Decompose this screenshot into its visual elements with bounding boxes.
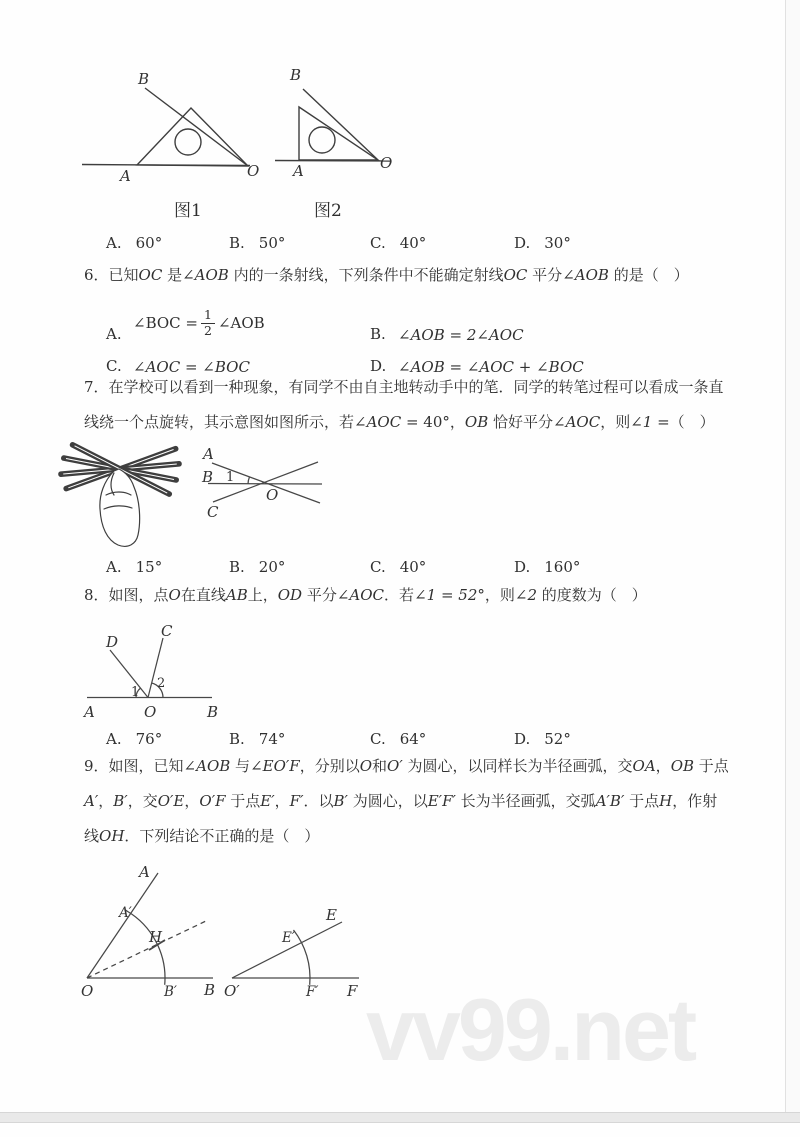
option-value: 52° (544, 730, 571, 748)
option-letter: D. (514, 234, 531, 252)
option-letter: B. (229, 234, 245, 252)
q8-stem: 8．如图，点O在直线AB上，OD 平分∠AOC．若∠1 = 52°，则∠2 的度数为（ ） (84, 586, 647, 604)
fig1-label-B: B (138, 70, 150, 88)
option-letter: B. (370, 325, 386, 343)
q9-label-A: A (139, 863, 150, 881)
q5-options-row (84, 230, 774, 256)
q8-label-A: A (84, 703, 95, 721)
page-separator (0, 1112, 800, 1123)
option-value: 50° (258, 234, 286, 252)
q9-stem: 9．如图，已知∠AOB 与∠EO′F，分别以O和O′ 为圆心，以同样长为半径画弧，交OA，OB 于点 A′，B′，交O′E，O′F 于点E′，F′．以B′ 为圆心，以E′F′ 长为半径画弧，交弧A′B′ 于点H，作射 线OH．下列结论不正确的是（ ） (84, 757, 729, 845)
q8-label-D: D (106, 633, 119, 651)
q8-label-O: O (144, 703, 157, 721)
q5-option-b (229, 230, 285, 256)
q8-label-angle1: 1 (131, 685, 140, 700)
option-value: 74° (258, 730, 286, 748)
option-value: 160° (544, 558, 581, 576)
q9-label-E: E (326, 906, 337, 924)
q6-option-a-expression: ∠BOC = $\frac{1}{2}$ ∠AOB (133, 307, 265, 338)
q7-label-A: A (203, 445, 214, 463)
fig2-label-B: B (290, 66, 302, 84)
option-value: 60° (135, 234, 163, 252)
option-letter: A. (106, 730, 122, 748)
option-value: 20° (258, 558, 286, 576)
option-letter: C. (370, 234, 386, 252)
option-letter: B. (229, 558, 245, 576)
q6-stem: 6．已知OC 是∠AOB 内的一条射线，下列条件中不能确定射线OC 平分∠AOB 的是（ ） (84, 266, 689, 284)
q9-label-F-prime: F′ (306, 984, 319, 1000)
q9-label-O: O (81, 982, 94, 1000)
q7-option-d (514, 554, 580, 580)
q8-figure (82, 620, 222, 720)
q7-stem: 7．在学校可以看到一种现象，有同学不由自主地转动手中的笔．同学的转笔过程可以看成一条直 线绕一个点旋转，其示意图如图所示，若∠AOC = 40°，OB 恰好平分∠AOC，则∠1 =（ ） (84, 378, 724, 431)
option-value: 64° (399, 730, 427, 748)
fig1-label-O: O (247, 162, 260, 180)
q6-option-b-expression: ∠AOB = 2∠AOC (398, 326, 524, 344)
fig1-caption: 图1 (174, 201, 202, 221)
q5-option-c (370, 230, 426, 256)
q7-option-b (229, 554, 285, 580)
fig2-label-A: A (293, 162, 304, 180)
q7-options-row (84, 554, 774, 580)
page-right-edge (785, 0, 800, 1112)
watermark: vv99.net (366, 980, 695, 1079)
q9-label-H: H (149, 928, 163, 946)
option-letter: B. (229, 730, 245, 748)
q5-option-d (514, 230, 571, 256)
option-value: 30° (544, 234, 571, 252)
q9-label-A-prime: A′ (119, 905, 132, 921)
option-letter: D. (514, 730, 531, 748)
option-letter: C. (370, 730, 386, 748)
q7-label-B: B (202, 468, 214, 486)
q9-label-F: F (347, 982, 358, 1000)
q5-figure-2 (268, 62, 396, 184)
option-letter: A. (106, 325, 122, 343)
q5-figure-1 (72, 62, 260, 185)
q8-label-B: B (207, 703, 219, 721)
q9-label-B: B (204, 981, 216, 999)
option-value: 40° (399, 234, 427, 252)
q7-label-C: C (207, 503, 219, 521)
q9-figure-right (222, 896, 372, 1006)
q8-label-angle2: 2 (157, 676, 166, 691)
q9-label-E-prime: E′ (282, 930, 295, 946)
q9-figure-left (75, 858, 240, 1003)
fig2-caption: 图2 (314, 201, 342, 221)
q7-option-a (106, 554, 162, 580)
option-letter: C. (370, 558, 386, 576)
option-value: 76° (135, 730, 163, 748)
q6-options-row-1 (84, 300, 774, 346)
option-letter: D. (514, 558, 531, 576)
q6-option-c-expression: ∠AOC = ∠BOC (133, 358, 250, 376)
q7-option-c (370, 554, 426, 580)
option-letter: A. (106, 558, 122, 576)
q7-label-O: O (266, 486, 279, 504)
option-value: 40° (399, 558, 427, 576)
option-letter: A. (106, 234, 122, 252)
hand-icon (100, 469, 140, 546)
q9-label-B-prime: B′ (164, 984, 177, 1000)
q5-option-a (106, 230, 162, 256)
q8-label-C: C (161, 622, 173, 640)
option-letter: C. (106, 357, 122, 375)
fig1-label-A: A (120, 167, 131, 185)
fig2-label-O: O (380, 154, 393, 172)
q7-label-angle1: 1 (226, 470, 235, 485)
q6-option-d-expression: ∠AOB = ∠AOC + ∠BOC (398, 358, 584, 376)
option-letter: D. (370, 357, 387, 375)
q7-figure-diagram (190, 444, 330, 524)
q9-label-O-prime: O′ (224, 982, 240, 1000)
option-value: 15° (135, 558, 163, 576)
q7-spinning-pen-hand-illustration (56, 441, 186, 553)
